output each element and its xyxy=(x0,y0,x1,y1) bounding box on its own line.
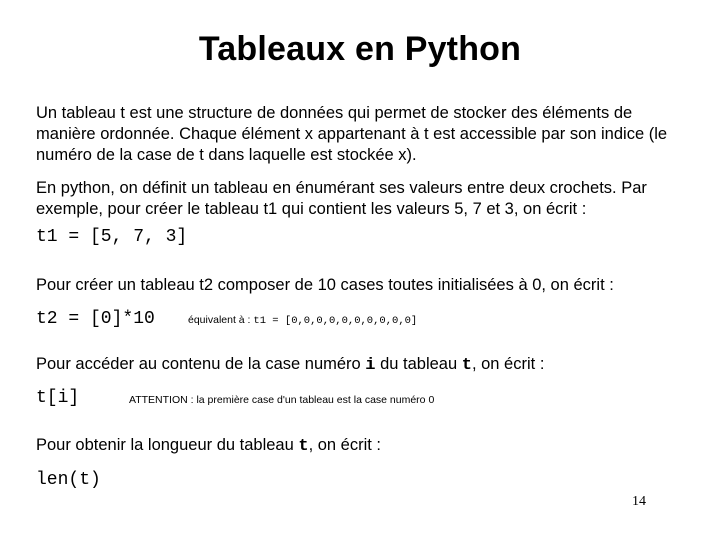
equivalent-label: équivalent à : xyxy=(188,314,254,326)
length-text-before: Pour obtenir la longueur du tableau xyxy=(36,436,299,454)
page-number: 14 xyxy=(632,494,646,509)
t2-paragraph: Pour créer un tableau t2 composer de 10 cases toutes initialisées à 0, on écrit : xyxy=(36,276,614,294)
access-text-middle: du tableau xyxy=(375,355,462,373)
attention-note: ATTENTION : la première case d'un tableau est la case numéro 0 xyxy=(129,394,435,406)
length-paragraph xyxy=(36,435,696,457)
equivalent-note xyxy=(188,313,417,328)
code-t2: t2 = [0]*10 xyxy=(36,309,155,329)
length-text-after: , on écrit : xyxy=(308,436,382,454)
slide-title: Tableaux en Python xyxy=(198,30,522,68)
intro-paragraph: Un tableau t est une structure de données qui permet de stocker des éléments de manière ordonnée. Chaque élément x appartenant à t est accessible par son indice (le numéro de la case de t dans laquelle est stockée x). xyxy=(36,104,668,164)
code-t1: t1 = [5, 7, 3] xyxy=(36,227,188,247)
access-paragraph xyxy=(36,354,696,376)
code-len: len(t) xyxy=(36,470,101,490)
length-var-t: t xyxy=(298,437,309,456)
access-text-after: , on écrit : xyxy=(471,355,545,373)
definition-paragraph: En python, on définit un tableau en énumérant ses valeurs entre deux crochets. Par exemple, pour créer le tableau t1 qui contient les valeurs 5, 7 et 3, on écrit : xyxy=(36,179,647,218)
equivalent-code: t1 = [0,0,0,0,0,0,0,0,0,0] xyxy=(253,315,418,327)
code-index: t[i] xyxy=(36,388,80,408)
access-text-before: Pour accéder au contenu de la case numéro xyxy=(36,355,366,373)
access-var-i: i xyxy=(365,356,376,375)
access-var-t: t xyxy=(461,356,472,375)
